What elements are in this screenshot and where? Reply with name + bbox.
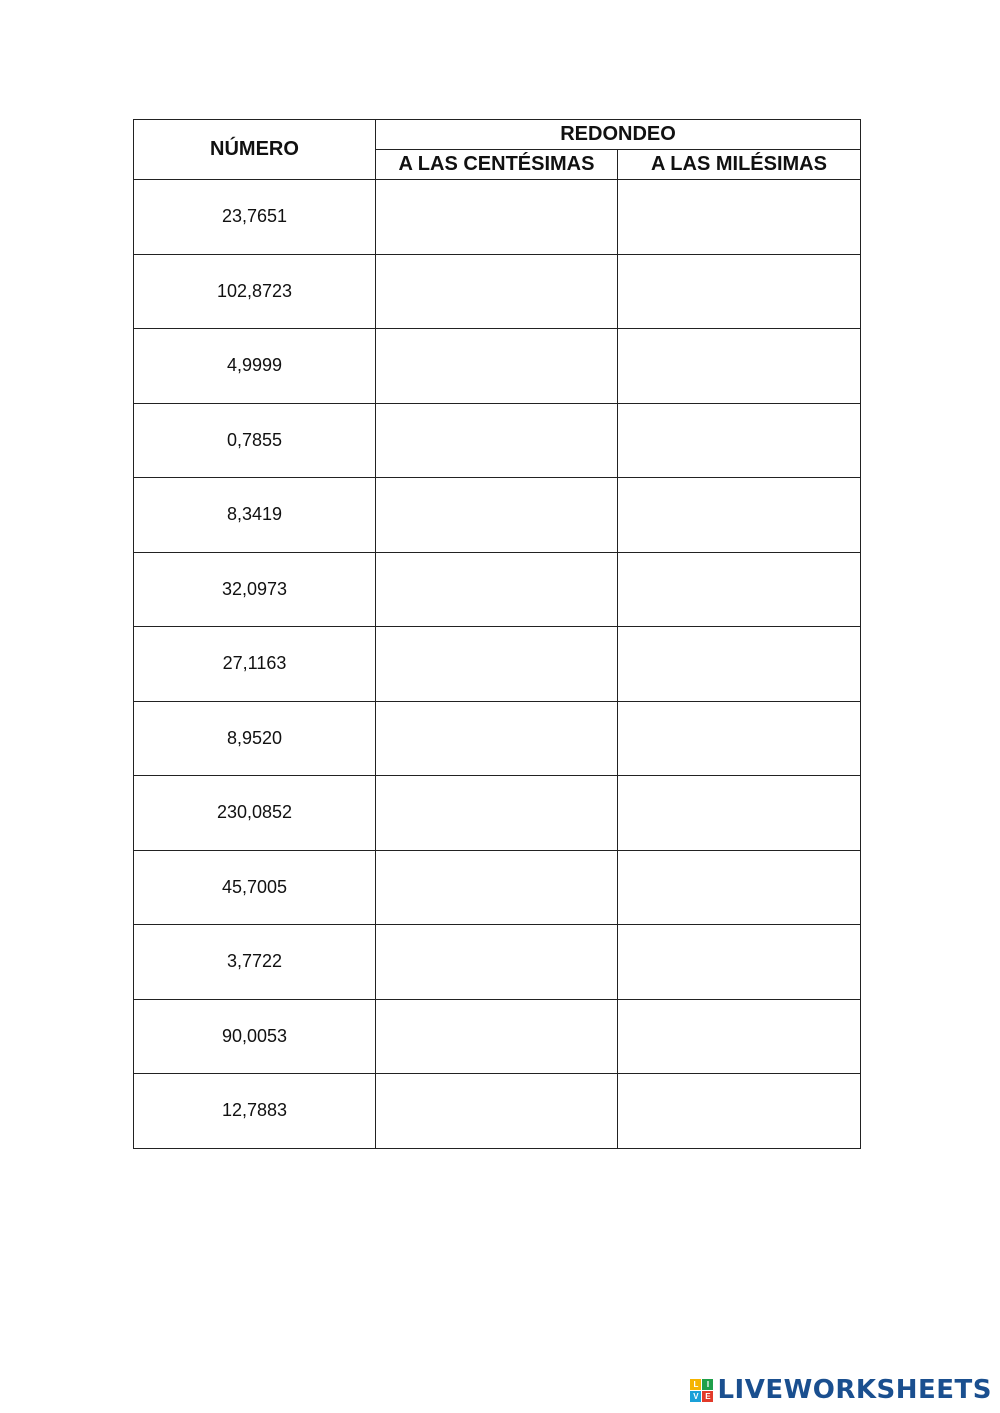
- centesimas-answer-cell[interactable]: [376, 925, 618, 1000]
- number-cell: 23,7651: [134, 180, 376, 255]
- number-cell: 230,0852: [134, 776, 376, 851]
- header-centesimas: A LAS CENTÉSIMAS: [376, 150, 618, 180]
- milesimas-answer-cell[interactable]: [618, 478, 861, 553]
- header-milesimas: A LAS MILÉSIMAS: [618, 150, 861, 180]
- centesimas-answer-cell[interactable]: [376, 552, 618, 627]
- centesimas-answer-cell[interactable]: [376, 180, 618, 255]
- milesimas-answer-cell[interactable]: [618, 254, 861, 329]
- centesimas-answer-cell[interactable]: [376, 627, 618, 702]
- table-body: [134, 180, 861, 1149]
- milesimas-answer-cell[interactable]: [618, 1074, 861, 1149]
- liveworksheets-wordmark: LIVEWORKSHEETS: [717, 1375, 992, 1405]
- milesimas-answer-cell[interactable]: [618, 701, 861, 776]
- number-cell: 90,0053: [134, 999, 376, 1074]
- table-row: [134, 627, 861, 702]
- header-numero: NÚMERO: [134, 120, 376, 180]
- table-row: [134, 1074, 861, 1149]
- milesimas-answer-cell[interactable]: [618, 329, 861, 404]
- number-cell: 32,0973: [134, 552, 376, 627]
- table-row: [134, 925, 861, 1000]
- centesimas-answer-cell[interactable]: [376, 701, 618, 776]
- centesimas-answer-cell[interactable]: [376, 403, 618, 478]
- number-cell: 27,1163: [134, 627, 376, 702]
- centesimas-answer-cell[interactable]: [376, 776, 618, 851]
- centesimas-answer-cell[interactable]: [376, 254, 618, 329]
- milesimas-answer-cell[interactable]: [618, 850, 861, 925]
- milesimas-answer-cell[interactable]: [618, 776, 861, 851]
- milesimas-answer-cell[interactable]: [618, 925, 861, 1000]
- centesimas-answer-cell[interactable]: [376, 478, 618, 553]
- logo-letter-e: E: [702, 1391, 713, 1402]
- table-row: [134, 180, 861, 255]
- header-redondeo: REDONDEO: [376, 120, 861, 150]
- number-cell: 0,7855: [134, 403, 376, 478]
- logo-letter-i: I: [702, 1379, 713, 1390]
- table-row: [134, 329, 861, 404]
- milesimas-answer-cell[interactable]: [618, 180, 861, 255]
- table-row: [134, 776, 861, 851]
- milesimas-answer-cell[interactable]: [618, 999, 861, 1074]
- liveworksheets-logo-icon: [690, 1379, 713, 1402]
- centesimas-answer-cell[interactable]: [376, 999, 618, 1074]
- table-row: [134, 850, 861, 925]
- table-row: [134, 999, 861, 1074]
- number-cell: 8,9520: [134, 701, 376, 776]
- centesimas-answer-cell[interactable]: [376, 1074, 618, 1149]
- milesimas-answer-cell[interactable]: [618, 403, 861, 478]
- rounding-table: [133, 119, 861, 1149]
- logo-letter-v: V: [690, 1391, 701, 1402]
- number-cell: 45,7005: [134, 850, 376, 925]
- number-cell: 102,8723: [134, 254, 376, 329]
- number-cell: 8,3419: [134, 478, 376, 553]
- table-row: [134, 701, 861, 776]
- liveworksheets-brand: [690, 1375, 992, 1405]
- milesimas-answer-cell[interactable]: [618, 552, 861, 627]
- centesimas-answer-cell[interactable]: [376, 850, 618, 925]
- table-row: [134, 478, 861, 553]
- table-row: [134, 403, 861, 478]
- milesimas-answer-cell[interactable]: [618, 627, 861, 702]
- logo-letter-l: L: [690, 1379, 701, 1390]
- number-cell: 12,7883: [134, 1074, 376, 1149]
- number-cell: 4,9999: [134, 329, 376, 404]
- table-row: [134, 552, 861, 627]
- number-cell: 3,7722: [134, 925, 376, 1000]
- centesimas-answer-cell[interactable]: [376, 329, 618, 404]
- table-row: [134, 254, 861, 329]
